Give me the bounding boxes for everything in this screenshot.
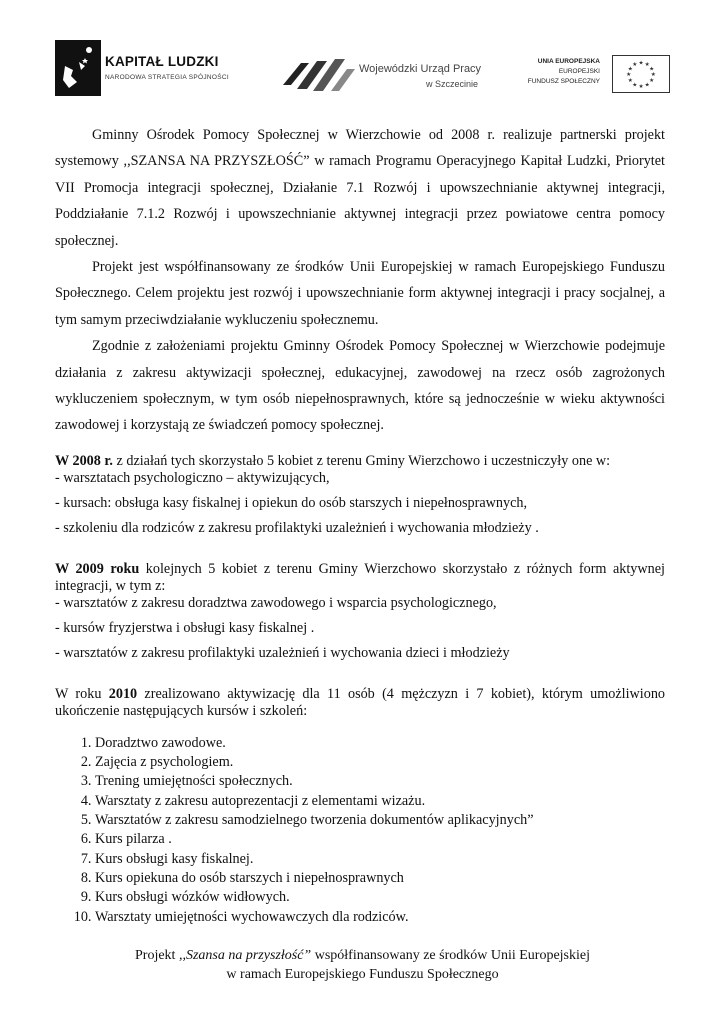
svg-text:★: ★ xyxy=(644,62,650,69)
svg-text:★: ★ xyxy=(632,62,638,69)
section-2009-item: - warsztatów z zakresu doradztwa zawodowego i wsparcia psychologicznego, xyxy=(55,594,497,611)
footer-line-2: w ramach Europejskiego Funduszu Społecznego xyxy=(226,967,499,982)
section-2010-lead xyxy=(55,686,665,720)
intro-paragraph-2: Projekt jest współfinansowany ze środków Unii Europejskiej w ramach Europejskiego Funduszu Społecznego. Celem projektu jest rozwój i upowszechnianie form aktywnej integracji i pracy socjalnej, a tym samym przeciwdziałanie wykluczeniu społecznemu. xyxy=(55,259,665,328)
svg-text:★: ★ xyxy=(627,78,633,85)
wup-city: w Szczecinie xyxy=(426,79,479,89)
list-item: 1. Doradztwo zawodowe. xyxy=(95,734,665,753)
ue-efs-text xyxy=(528,57,600,87)
section-2008-year: W 2008 r. xyxy=(55,452,113,469)
wup-emblem-icon xyxy=(283,55,355,95)
section-2009-year: W 2009 roku xyxy=(55,560,140,577)
svg-text:★: ★ xyxy=(632,82,638,89)
section-2008-item: - szkoleniu dla rodziców z zakresu profilaktyki uzależnień i wychowania młodzieży . xyxy=(55,519,539,536)
section-2008-item: - warsztatach psychologiczno – aktywizujących, xyxy=(55,469,330,486)
section-2008-lead xyxy=(55,453,665,470)
svg-text:★: ★ xyxy=(644,82,650,89)
list-item: 6. Kurs pilarza . xyxy=(95,830,665,849)
list-item: 9. Kurs obsługi wózków widłowych. xyxy=(95,888,665,907)
footer-project-name: ,,Szansa na przyszłość” xyxy=(178,948,312,963)
section-2009-lead-text: kolejnych 5 kobiet z terenu Gminy Wierzchowo skorzystało z różnych form aktywnej integracji, w tym z: xyxy=(55,560,665,594)
svg-text:★: ★ xyxy=(649,66,655,73)
footer-cofinance-text: współfinansowany ze środków Unii Europejskiej xyxy=(311,948,590,963)
list-item: 10. Warsztaty umiejętności wychowawczych dla rodziców. xyxy=(95,908,665,927)
list-item: 8. Kurs opiekuna do osób starszych i niepełnosprawnych xyxy=(95,869,665,888)
svg-text:★: ★ xyxy=(627,66,633,73)
section-2009-lead xyxy=(55,561,665,595)
ue-fund-line2: FUNDUSZ SPOŁECZNY xyxy=(527,78,600,85)
section-2010-lead-prefix: W roku xyxy=(55,685,109,702)
section-2010-year: 2010 xyxy=(108,685,138,702)
section-2008-lead-text: z działań tych skorzystało 5 kobiet z terenu Gminy Wierzchowo i uczestniczyły one w: xyxy=(112,452,611,469)
page-footer xyxy=(0,946,725,984)
ue-fund-line1: EUROPEJSKI xyxy=(558,68,600,75)
wup-name: Wojewódzki Urząd Pracy xyxy=(359,63,482,75)
section-2010-lead-text: zrealizowano aktywizację dla 11 osób (4 mężczyzn i 7 kobiet), którym umożliwiono ukończenie następujących kursów i szkoleń: xyxy=(55,685,666,719)
list-item: 7. Kurs obsługi kasy fiskalnej. xyxy=(95,850,665,869)
list-item: 4. Warsztaty z zakresu autoprezentacji z elementami wizażu. xyxy=(95,792,665,811)
section-2009-item: - kursów fryzjerstwa i obsługi kasy fiskalnej . xyxy=(55,619,315,636)
intro-paragraph-1: Gminny Ośrodek Pomocy Społecznej w Wierzchowie od 2008 r. realizuje partnerski projekt systemowy ,,SZANSA NA PRZYSZŁOŚĆ” w ramach Programu Operacyjnego Kapitał Ludzki, Priorytet VII Promocja integracji społecznej, Działanie 7.1 Rozwój i upowszechnianie aktywnej integracji, Poddziałanie 7.1.2 Rozwój i upowszechnianie aktywnej integracji przez powiatowe centra pomocy społecznej. xyxy=(55,127,665,249)
footer-line-1 xyxy=(0,946,725,965)
kapital-ludzki-logo xyxy=(55,40,255,96)
list-item: 3. Trening umiejętności społecznych. xyxy=(95,772,665,791)
wup-logo xyxy=(283,55,513,95)
course-list xyxy=(55,734,665,927)
kapital-ludzki-title: KAPITAŁ LUDZKI xyxy=(105,54,219,69)
list-item: 5. Warsztatów z zakresu samodzielnego tworzenia dokumentów aplikacyjnych” xyxy=(95,811,665,830)
svg-text:★: ★ xyxy=(626,71,632,78)
svg-text:★: ★ xyxy=(649,78,655,85)
section-2009-item: - warsztatów z zakresu profilaktyki uzależnień i wychowania dzieci i młodzieży xyxy=(55,644,510,661)
kapital-ludzki-subtitle: NARODOWA STRATEGIA SPÓJNOŚCI xyxy=(105,74,229,81)
eu-flag-icon xyxy=(612,55,670,93)
ue-efs-logo xyxy=(522,55,672,95)
document-body xyxy=(55,122,665,927)
svg-text:★: ★ xyxy=(650,71,656,78)
kapital-ludzki-emblem-icon xyxy=(55,40,101,96)
svg-text:★: ★ xyxy=(638,84,644,91)
footer-prefix: Projekt xyxy=(135,948,179,963)
list-item: 2. Zajęcia z psychologiem. xyxy=(95,753,665,772)
section-2008-item: - kursach: obsługa kasy fiskalnej i opiekun do osób starszych i niepełnosprawnych, xyxy=(55,494,528,511)
page-header xyxy=(0,0,725,110)
ue-title: UNIA EUROPEJSKA xyxy=(537,58,600,65)
svg-text:★: ★ xyxy=(638,60,644,67)
intro-paragraph-3: Zgodnie z założeniami projektu Gminny Ośrodek Pomocy Społecznej w Wierzchowie podejmuje działania z zakresu aktywizacji społecznej, edukacyjnej, zawodowej na rzecz osób zagrożonych wykluczeniem społecznym, w tym osób niepełnosprawnych, które są jednocześnie w wieku aktywności zawodowej i korzystają ze świadczeń pomocy społecznej. xyxy=(55,338,665,434)
